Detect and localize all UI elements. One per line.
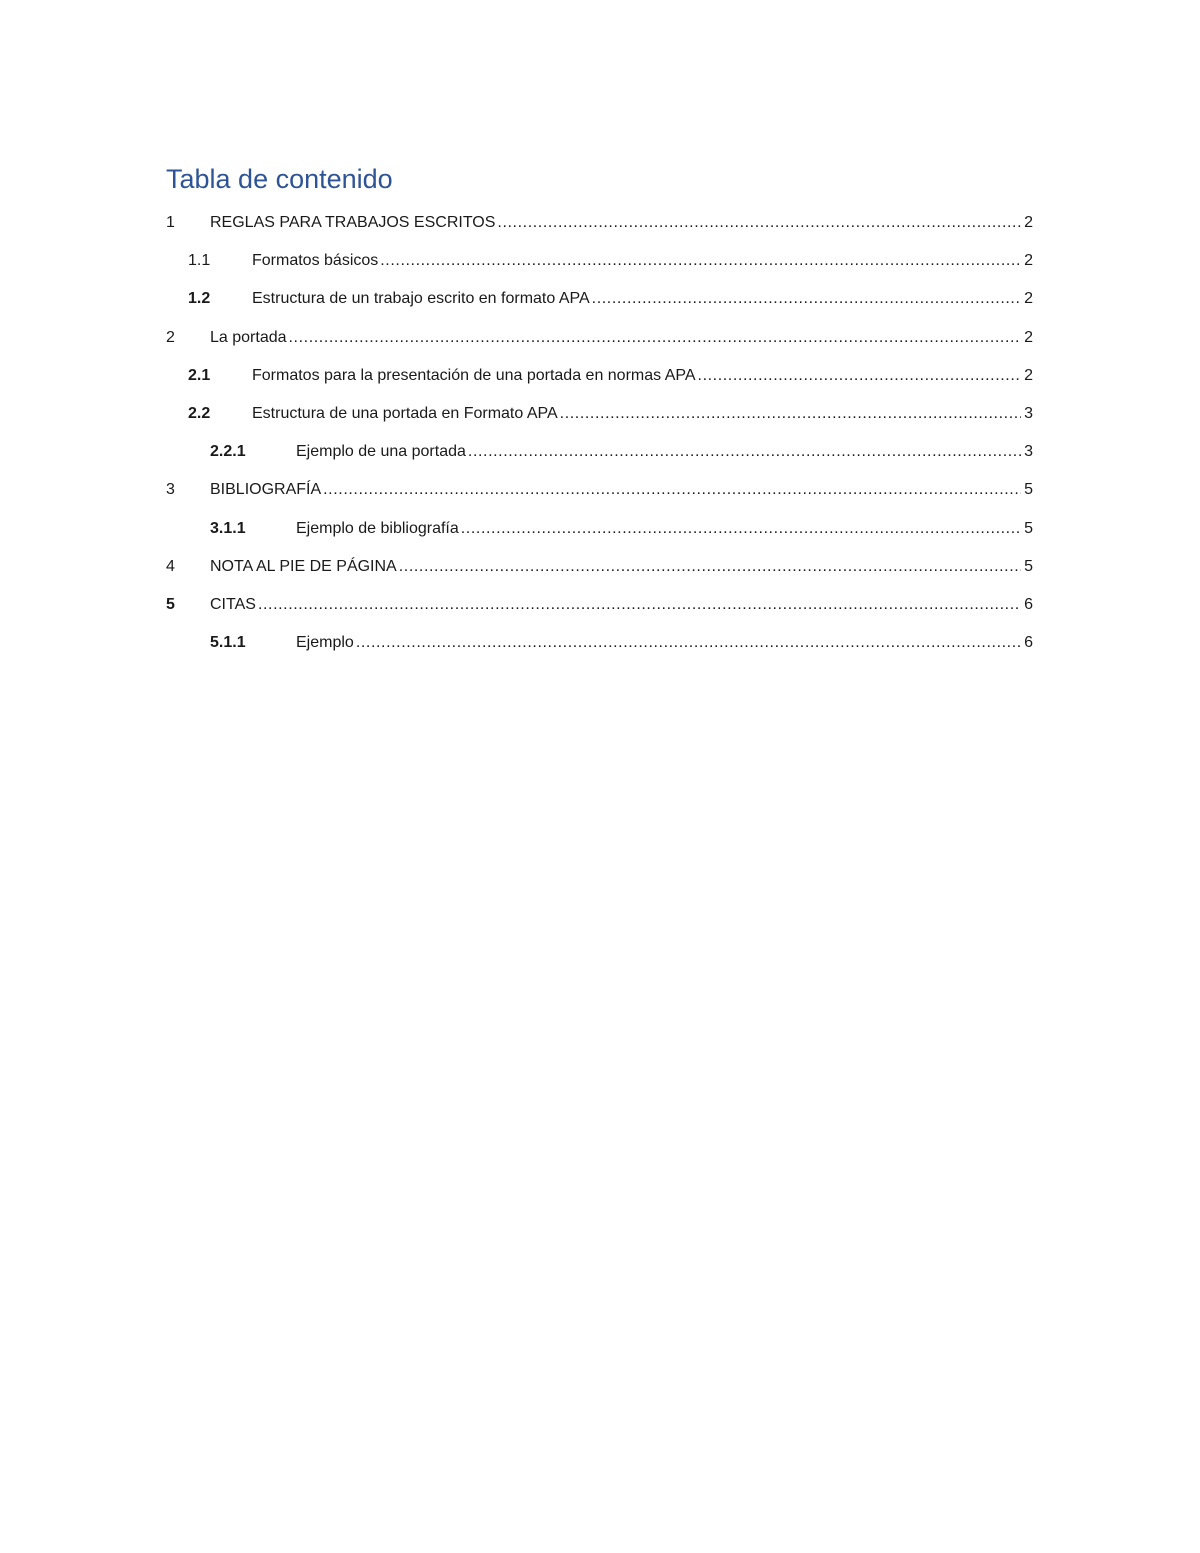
toc-entry-page: 2 [1024, 252, 1033, 270]
toc-entry[interactable] [166, 280, 1033, 318]
toc-dot-leader [592, 289, 1021, 309]
toc-entry[interactable] [166, 433, 1033, 471]
toc-entry[interactable] [166, 242, 1033, 280]
toc-entry[interactable] [166, 586, 1033, 624]
toc-title: Tabla de contenido [166, 164, 393, 194]
toc-entry-number: 2.2.1 [210, 443, 246, 461]
toc-entry-page: 2 [1024, 214, 1033, 232]
toc-entry-page: 5 [1024, 519, 1033, 537]
table-of-contents [166, 204, 1033, 662]
toc-entry-number: 5 [166, 595, 175, 613]
toc-entry[interactable] [166, 510, 1033, 548]
toc-entry-label: Estructura de un trabajo escrito en formato APA [252, 290, 590, 308]
toc-dot-leader [399, 557, 1021, 577]
toc-dot-leader [698, 366, 1021, 386]
toc-dot-leader [497, 213, 1021, 233]
toc-entry-page: 2 [1024, 328, 1033, 346]
toc-dot-leader [258, 595, 1021, 615]
toc-entry-number: 1.2 [188, 290, 211, 308]
toc-entry-number: 2 [166, 328, 175, 346]
toc-entry-number: 4 [166, 557, 175, 575]
toc-entry[interactable] [166, 204, 1033, 242]
toc-entry-page: 2 [1024, 290, 1033, 308]
toc-dot-leader [560, 404, 1021, 424]
toc-entry-page: 6 [1024, 634, 1033, 652]
toc-entry-label: Ejemplo de una portada [296, 443, 466, 461]
toc-dot-leader [323, 480, 1021, 500]
toc-entry-number: 3 [166, 481, 175, 499]
toc-entry-number: 5.1.1 [210, 634, 246, 652]
toc-entry-page: 5 [1024, 557, 1033, 575]
toc-dot-leader [289, 328, 1021, 348]
toc-entry[interactable] [166, 319, 1033, 357]
toc-entry-label: Ejemplo [296, 634, 354, 652]
toc-entry-number: 1.1 [188, 252, 211, 270]
toc-entry-label: BIBLIOGRAFÍA [210, 481, 322, 499]
toc-entry-label: Ejemplo de bibliografía [296, 519, 459, 537]
toc-entry-number: 2.2 [188, 405, 211, 423]
toc-entry[interactable] [166, 357, 1033, 395]
toc-entry-number: 1 [166, 214, 175, 232]
toc-entry-label: REGLAS PARA TRABAJOS ESCRITOS [210, 214, 496, 232]
toc-entry-page: 6 [1024, 595, 1033, 613]
toc-entry-label: CITAS [210, 595, 256, 613]
toc-dot-leader [380, 251, 1021, 271]
toc-entry-label: La portada [210, 328, 287, 346]
toc-entry[interactable] [166, 395, 1033, 433]
toc-entry-page: 2 [1024, 366, 1033, 384]
toc-entry-label: Estructura de una portada en Formato APA [252, 405, 558, 423]
toc-entry-page: 5 [1024, 481, 1033, 499]
toc-entry-number: 2.1 [188, 366, 211, 384]
toc-entry-page: 3 [1024, 443, 1033, 461]
toc-entry[interactable] [166, 624, 1033, 662]
toc-entry-number: 3.1.1 [210, 519, 246, 537]
toc-dot-leader [356, 633, 1021, 653]
toc-entry-label: Formatos básicos [252, 252, 379, 270]
toc-entry[interactable] [166, 471, 1033, 509]
toc-entry[interactable] [166, 548, 1033, 586]
toc-entry-label: Formatos para la presentación de una portada en normas APA [252, 366, 696, 384]
toc-dot-leader [461, 519, 1021, 539]
toc-entry-page: 3 [1024, 405, 1033, 423]
toc-dot-leader [468, 442, 1021, 462]
toc-entry-label: NOTA AL PIE DE PÁGINA [210, 557, 397, 575]
